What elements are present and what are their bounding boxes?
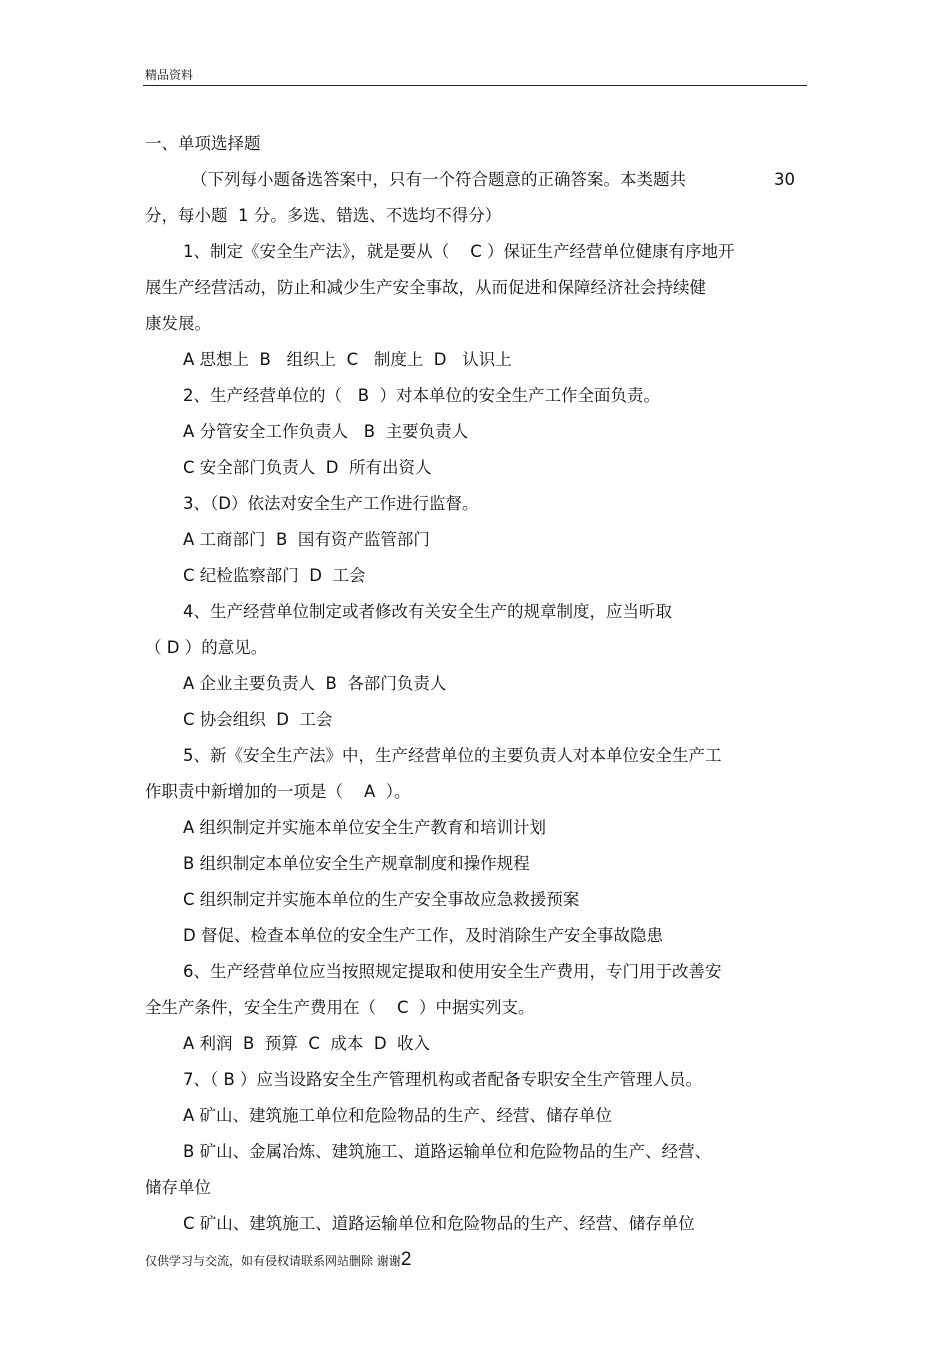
text-line: 3、（D）依法对安全生产工作进行监督。 bbox=[183, 494, 479, 513]
intro-count: 30 bbox=[774, 170, 795, 189]
text-line: C 纪检监察部门 D 工会 bbox=[183, 566, 366, 585]
text-line: A 企业主要负责人 B 各部门负责人 bbox=[183, 674, 447, 693]
text-line: 4、生产经营单位制定或者修改有关安全生产的规章制度，应当听取 bbox=[183, 602, 672, 621]
text-line: 7、（ B ）应当设路安全生产管理机构或者配备专职安全生产管理人员。 bbox=[183, 1070, 703, 1089]
intro-line-1 bbox=[145, 162, 795, 198]
page-footer bbox=[145, 1249, 411, 1271]
text-line: 康发展。 bbox=[145, 314, 211, 333]
text-line: 全生产条件，安全生产费用在（ C ）中据实列支。 bbox=[145, 998, 535, 1017]
question-list bbox=[145, 234, 795, 1242]
text-line: 1、制定《安全生产法》，就是要从（ C ）保证生产经营单位健康有序地开 bbox=[183, 242, 735, 261]
section-title: 一、单项选择题 bbox=[145, 134, 261, 153]
footer-text: 仅供学习与交流，如有侵权请联系网站删除 谢谢 bbox=[145, 1254, 401, 1268]
intro-text: （下列每小题备选答案中，只有一个符合题意的正确答案。本类题共 bbox=[191, 170, 686, 189]
text-line: C 组织制定并实施本单位的生产安全事故应急救援预案 bbox=[183, 890, 580, 909]
header-divider bbox=[143, 85, 807, 86]
intro-line-2: 分，每小题 1 分。多选、错选、不选均不得分） bbox=[145, 206, 502, 225]
text-line: 2、生产经营单位的（ B ）对本单位的安全生产工作全面负责。 bbox=[183, 386, 661, 405]
document-body bbox=[145, 126, 795, 1242]
page-header-label: 精品资料 bbox=[145, 68, 194, 82]
text-line: C 协会组织 D 工会 bbox=[183, 710, 333, 729]
text-line: A 利润 B 预算 C 成本 D 收入 bbox=[183, 1034, 431, 1053]
text-line: 作职责中新增加的一项是（ A ）。 bbox=[145, 782, 411, 801]
text-line: 6、生产经营单位应当按照规定提取和使用安全生产费用，专门用于改善安 bbox=[183, 962, 722, 981]
text-line: 展生产经营活动，防止和减少生产安全事故，从而促进和保障经济社会持续健 bbox=[145, 278, 706, 297]
text-line: A 工商部门 B 国有资产监管部门 bbox=[183, 530, 430, 549]
text-line: D 督促、检查本单位的安全生产工作，及时消除生产安全事故隐患 bbox=[183, 926, 663, 945]
text-line: 5、新《安全生产法》中，生产经营单位的主要负责人对本单位安全生产工 bbox=[183, 746, 722, 765]
text-line: 储存单位 bbox=[145, 1178, 211, 1197]
text-line: B 组织制定本单位安全生产规章制度和操作规程 bbox=[183, 854, 530, 873]
page-number: 2 bbox=[400, 1249, 412, 1270]
text-line: C 矿山、建筑施工、道路运输单位和危险物品的生产、经营、储存单位 bbox=[183, 1214, 695, 1233]
text-line: （ D ）的意见。 bbox=[145, 638, 268, 657]
text-line: C 安全部门负责人 D 所有出资人 bbox=[183, 458, 432, 477]
text-line: B 矿山、金属冶炼、建筑施工、道路运输单位和危险物品的生产、经营、 bbox=[183, 1142, 712, 1161]
text-line: A 思想上 B 组织上 C 制度上 D 认识上 bbox=[183, 350, 512, 369]
text-line: A 矿山、建筑施工单位和危险物品的生产、经营、储存单位 bbox=[183, 1106, 613, 1125]
text-line: A 组织制定并实施本单位安全生产教育和培训计划 bbox=[183, 818, 547, 837]
text-line: A 分管安全工作负责人 B 主要负责人 bbox=[183, 422, 469, 441]
